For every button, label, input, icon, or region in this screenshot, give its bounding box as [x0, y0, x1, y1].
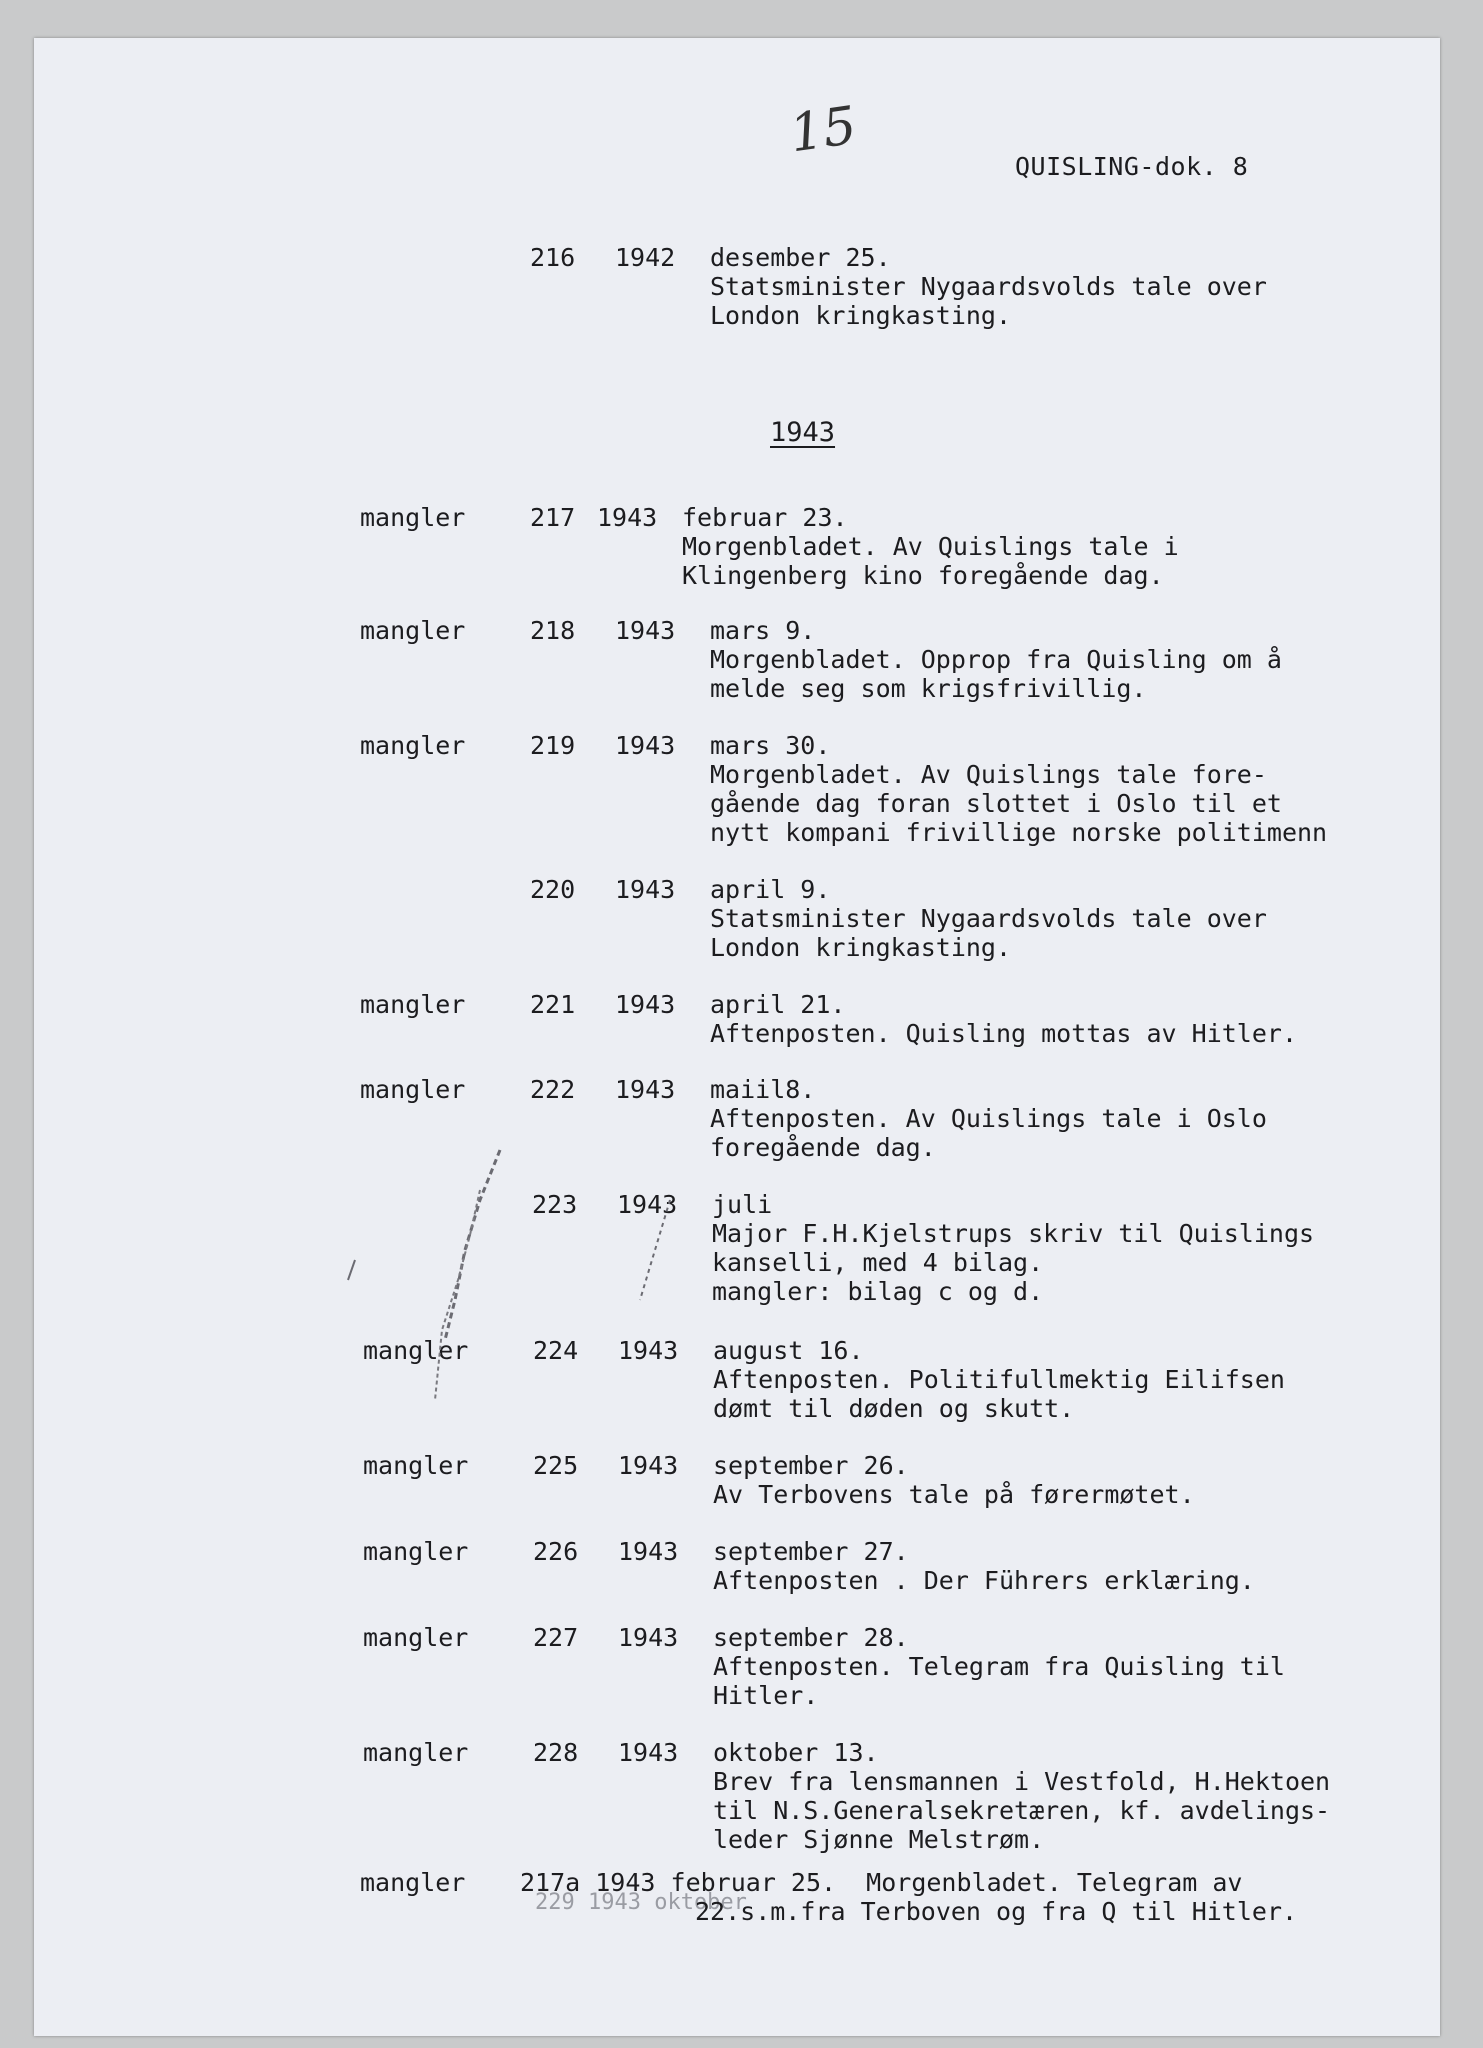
entry-number: 218 — [530, 616, 576, 645]
entry-year: 1943 — [618, 1451, 679, 1480]
pencil-stroke — [348, 1260, 355, 1280]
pencil-stroke — [445, 1150, 500, 1340]
entry-date: mars 30. — [710, 731, 831, 760]
final-entry-line1: 217a 1943 februar 25. Morgenbladet. Telegram av — [520, 1868, 1243, 1897]
entry-status: mangler — [360, 616, 466, 645]
entry-year: 1943 — [617, 1190, 678, 1219]
entry-year: 1942 — [615, 243, 676, 272]
entry-number: 223 — [532, 1190, 578, 1219]
entry-date: desember 25. — [710, 243, 891, 272]
entry-description: Aftenposten. Quisling mottas av Hitler. — [710, 1019, 1297, 1048]
entry-date: april 21. — [710, 990, 846, 1019]
entry-description: Morgenbladet. Opprop fra Quisling om å melde seg som krigsfrivillig. — [710, 645, 1282, 703]
entry-number: 221 — [530, 990, 576, 1019]
entry-description: Major F.H.Kjelstrups skriv til Quislings kanselli, med 4 bilag. mangler: bilag c og d. — [712, 1219, 1315, 1306]
entry-year: 1943 — [615, 875, 676, 904]
entry-number: 224 — [533, 1336, 579, 1365]
entry-description: Statsminister Nygaardsvolds tale over London kringkasting. — [710, 904, 1267, 962]
entry-year: 1943 — [615, 731, 676, 760]
entry-description: Morgenbladet. Av Quislings tale i Klingenberg kino foregående dag. — [682, 532, 1179, 590]
entry-year: 1943 — [618, 1537, 679, 1566]
entry-date: september 26. — [713, 1451, 909, 1480]
entry-description: Av Terbovens tale på førermøtet. — [713, 1480, 1195, 1509]
entry-date: februar 23. — [682, 503, 848, 532]
entry-description: Aftenposten . Der Führers erklæring. — [713, 1566, 1255, 1595]
entry-status: mangler — [363, 1738, 469, 1767]
entry-description: Aftenposten. Av Quislings tale i Oslo foregående dag. — [710, 1104, 1267, 1162]
entry-status: mangler — [363, 1451, 469, 1480]
entry-year: 1943 — [615, 616, 676, 645]
entry-number: 227 — [533, 1623, 579, 1652]
final-entry-status: mangler — [360, 1868, 466, 1897]
entry-year: 1943 — [615, 1075, 676, 1104]
entry-description: Aftenposten. Telegram fra Quisling til Hitler. — [713, 1652, 1285, 1710]
ghost-overtyped-text: 229 1943 oktober — [535, 1890, 747, 1915]
entry-date: september 27. — [713, 1537, 909, 1566]
entry-status: mangler — [360, 990, 466, 1019]
entry-description: Aftenposten. Politifullmektig Eilifsen dømt til døden og skutt. — [713, 1365, 1285, 1423]
entry-status: mangler — [360, 731, 466, 760]
entry-date: april 9. — [710, 875, 831, 904]
entry-date: juli — [712, 1190, 773, 1219]
entry-date: maiil8. — [710, 1075, 816, 1104]
entry-date: september 28. — [713, 1623, 909, 1652]
entry-status: mangler — [363, 1537, 469, 1566]
entry-year: 1943 — [615, 990, 676, 1019]
entry-year: 1943 — [618, 1336, 679, 1365]
final-entry-line2: 22.s.m.fra Terboven og fra Q til Hitler. — [695, 1897, 1298, 1926]
entry-number: 222 — [530, 1075, 576, 1104]
entry-date: mars 9. — [710, 616, 816, 645]
entry-date: august 16. — [713, 1336, 864, 1365]
document-reference: QUISLING-dok. 8 — [1015, 152, 1249, 181]
entry-number: 220 — [530, 875, 576, 904]
entry-number: 219 — [530, 731, 576, 760]
year-heading: 1943 — [770, 417, 836, 448]
entry-description: Statsminister Nygaardsvolds tale over London kringkasting. — [710, 272, 1267, 330]
entry-number: 226 — [533, 1537, 579, 1566]
entry-year: 1943 — [618, 1738, 679, 1767]
entry-216 — [360, 243, 1267, 417]
pencil-stroke — [640, 1200, 670, 1300]
entry-status: mangler — [363, 1336, 469, 1365]
handwritten-page-number: 15 — [786, 95, 861, 165]
entry-status: mangler — [360, 503, 466, 532]
entry-date: oktober 13. — [713, 1738, 879, 1767]
entry-year: 1943 — [597, 503, 658, 532]
entry-description: Brev fra lensmannen i Vestfold, H.Hektoen til N.S.Generalsekretæren, kf. avdelings- leder Sjønne Melstrøm. — [713, 1767, 1331, 1854]
entry-status: mangler — [360, 1075, 466, 1104]
entry-number: 225 — [533, 1451, 579, 1480]
entry-status: mangler — [363, 1623, 469, 1652]
entry-description: Morgenbladet. Av Quislings tale fore- gående dag foran slottet i Oslo til et nytt kompani frivillige norske politimenn — [710, 760, 1328, 847]
entry-number: 228 — [533, 1738, 579, 1767]
pencil-marks — [330, 1140, 690, 1440]
entry-number: 216 — [530, 243, 576, 272]
entry-number: 217 — [530, 503, 576, 532]
entry-year: 1943 — [618, 1623, 679, 1652]
